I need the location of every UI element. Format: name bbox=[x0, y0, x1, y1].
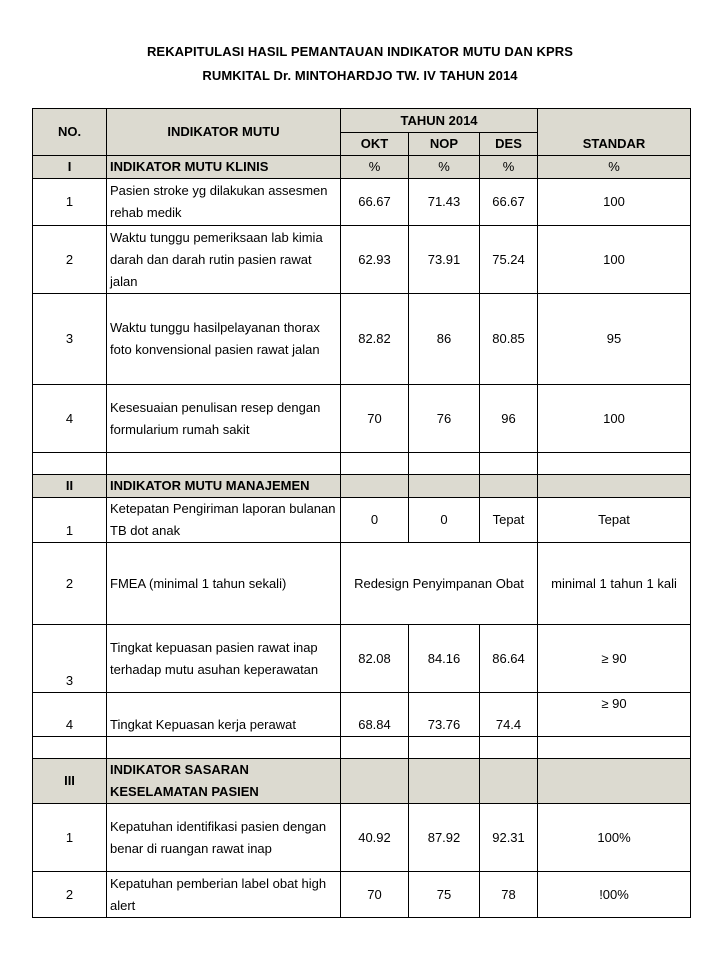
report-title-line-2: RUMKITAL Dr. MINTOHARDJO TW. IV TAHUN 2014 bbox=[202, 68, 518, 83]
table-row bbox=[33, 294, 691, 385]
row-indikator: Ketepatan Pengiriman laporan bulanan TB dot anak bbox=[107, 498, 341, 543]
section-title: INDIKATOR MUTU MANAJEMEN bbox=[107, 475, 341, 498]
row-number: 2 bbox=[33, 872, 107, 918]
section-title: INDIKATOR MUTU KLINIS bbox=[107, 156, 341, 179]
row-number: 4 bbox=[33, 693, 107, 737]
section-row bbox=[33, 156, 691, 179]
row-indikator: Tingkat kepuasan pasien rawat inap terhadap mutu asuhan keperawatan bbox=[107, 625, 341, 693]
unit-des: % bbox=[480, 156, 538, 179]
table-row bbox=[33, 804, 691, 872]
row-indikator: Tingkat Kepuasan kerja perawat bbox=[107, 693, 341, 737]
header-des: DES bbox=[480, 133, 538, 156]
value-okt: 62.93 bbox=[341, 226, 409, 294]
unit-nop: % bbox=[409, 156, 480, 179]
header-standar: STANDAR bbox=[538, 109, 691, 156]
indicator-table bbox=[32, 108, 691, 918]
section-title: INDIKATOR SASARAN KESELAMATAN PASIEN bbox=[107, 759, 341, 804]
table-row bbox=[33, 543, 691, 625]
report-title-line-1: REKAPITULASI HASIL PEMANTAUAN INDIKATOR MUTU DAN KPRS bbox=[146, 44, 574, 59]
row-indikator: Pasien stroke yg dilakukan assesmen rehab medik bbox=[107, 179, 341, 226]
section-row bbox=[33, 475, 691, 498]
value-standar: minimal 1 tahun 1 kali bbox=[538, 543, 691, 625]
value-standar: 95 bbox=[538, 294, 691, 385]
value-des: 66.67 bbox=[480, 179, 538, 226]
table-row bbox=[33, 498, 691, 543]
row-indikator: FMEA (minimal 1 tahun sekali) bbox=[107, 543, 341, 625]
value-nop: 76 bbox=[409, 385, 480, 453]
header-no: NO. bbox=[33, 109, 107, 156]
value-nop: 73.91 bbox=[409, 226, 480, 294]
value-nop: 71.43 bbox=[409, 179, 480, 226]
table-row bbox=[33, 872, 691, 918]
value-okt: 40.92 bbox=[341, 804, 409, 872]
unit-standar: % bbox=[538, 156, 691, 179]
value-nop: 84.16 bbox=[409, 625, 480, 693]
header-nop: NOP bbox=[409, 133, 480, 156]
header-tahun: TAHUN 2014 bbox=[341, 109, 538, 133]
value-okt: 68.84 bbox=[341, 693, 409, 737]
value-standar: 100 bbox=[538, 179, 691, 226]
row-indikator: Kepatuhan pemberian label obat high alert bbox=[107, 872, 341, 918]
value-okt: 82.82 bbox=[341, 294, 409, 385]
row-number: 3 bbox=[33, 625, 107, 693]
table-row bbox=[33, 625, 691, 693]
row-number: 2 bbox=[33, 226, 107, 294]
value-des: 96 bbox=[480, 385, 538, 453]
table-row bbox=[33, 226, 691, 294]
table-row bbox=[33, 693, 691, 737]
value-des: Tepat bbox=[480, 498, 538, 543]
value-okt: 82.08 bbox=[341, 625, 409, 693]
table-row bbox=[33, 179, 691, 226]
value-des: 92.31 bbox=[480, 804, 538, 872]
section-number: III bbox=[33, 759, 107, 804]
row-number: 4 bbox=[33, 385, 107, 453]
value-standar: ≥ 90 bbox=[538, 693, 691, 737]
merged-value: Redesign Penyimpanan Obat bbox=[341, 543, 538, 625]
value-okt: 70 bbox=[341, 872, 409, 918]
value-nop: 87.92 bbox=[409, 804, 480, 872]
value-des: 75.24 bbox=[480, 226, 538, 294]
value-des: 80.85 bbox=[480, 294, 538, 385]
value-nop: 73.76 bbox=[409, 693, 480, 737]
value-standar: 100% bbox=[538, 804, 691, 872]
value-nop: 0 bbox=[409, 498, 480, 543]
row-number: 1 bbox=[33, 179, 107, 226]
section-number: II bbox=[33, 475, 107, 498]
value-standar: !00% bbox=[538, 872, 691, 918]
value-nop: 75 bbox=[409, 872, 480, 918]
row-number: 3 bbox=[33, 294, 107, 385]
value-des: 74.4 bbox=[480, 693, 538, 737]
value-okt: 66.67 bbox=[341, 179, 409, 226]
value-standar: 100 bbox=[538, 385, 691, 453]
unit-okt: % bbox=[341, 156, 409, 179]
section-number: I bbox=[33, 156, 107, 179]
value-des: 78 bbox=[480, 872, 538, 918]
row-indikator: Waktu tunggu hasilpelayanan thorax foto konvensional pasien rawat jalan bbox=[107, 294, 341, 385]
header-indikator: INDIKATOR MUTU bbox=[107, 109, 341, 156]
row-indikator: Waktu tunggu pemeriksaan lab kimia darah dan darah rutin pasien rawat jalan bbox=[107, 226, 341, 294]
value-nop: 86 bbox=[409, 294, 480, 385]
value-standar: 100 bbox=[538, 226, 691, 294]
section-row bbox=[33, 759, 691, 804]
row-number: 1 bbox=[33, 804, 107, 872]
table-row bbox=[33, 385, 691, 453]
value-okt: 0 bbox=[341, 498, 409, 543]
row-indikator: Kesesuaian penulisan resep dengan formularium rumah sakit bbox=[107, 385, 341, 453]
value-des: 86.64 bbox=[480, 625, 538, 693]
spacer-row bbox=[33, 737, 691, 759]
value-okt: 70 bbox=[341, 385, 409, 453]
row-number: 1 bbox=[33, 498, 107, 543]
spacer-row bbox=[33, 453, 691, 475]
header-okt: OKT bbox=[341, 133, 409, 156]
value-standar: Tepat bbox=[538, 498, 691, 543]
value-standar: ≥ 90 bbox=[538, 625, 691, 693]
row-number: 2 bbox=[33, 543, 107, 625]
row-indikator: Kepatuhan identifikasi pasien dengan benar di ruangan rawat inap bbox=[107, 804, 341, 872]
